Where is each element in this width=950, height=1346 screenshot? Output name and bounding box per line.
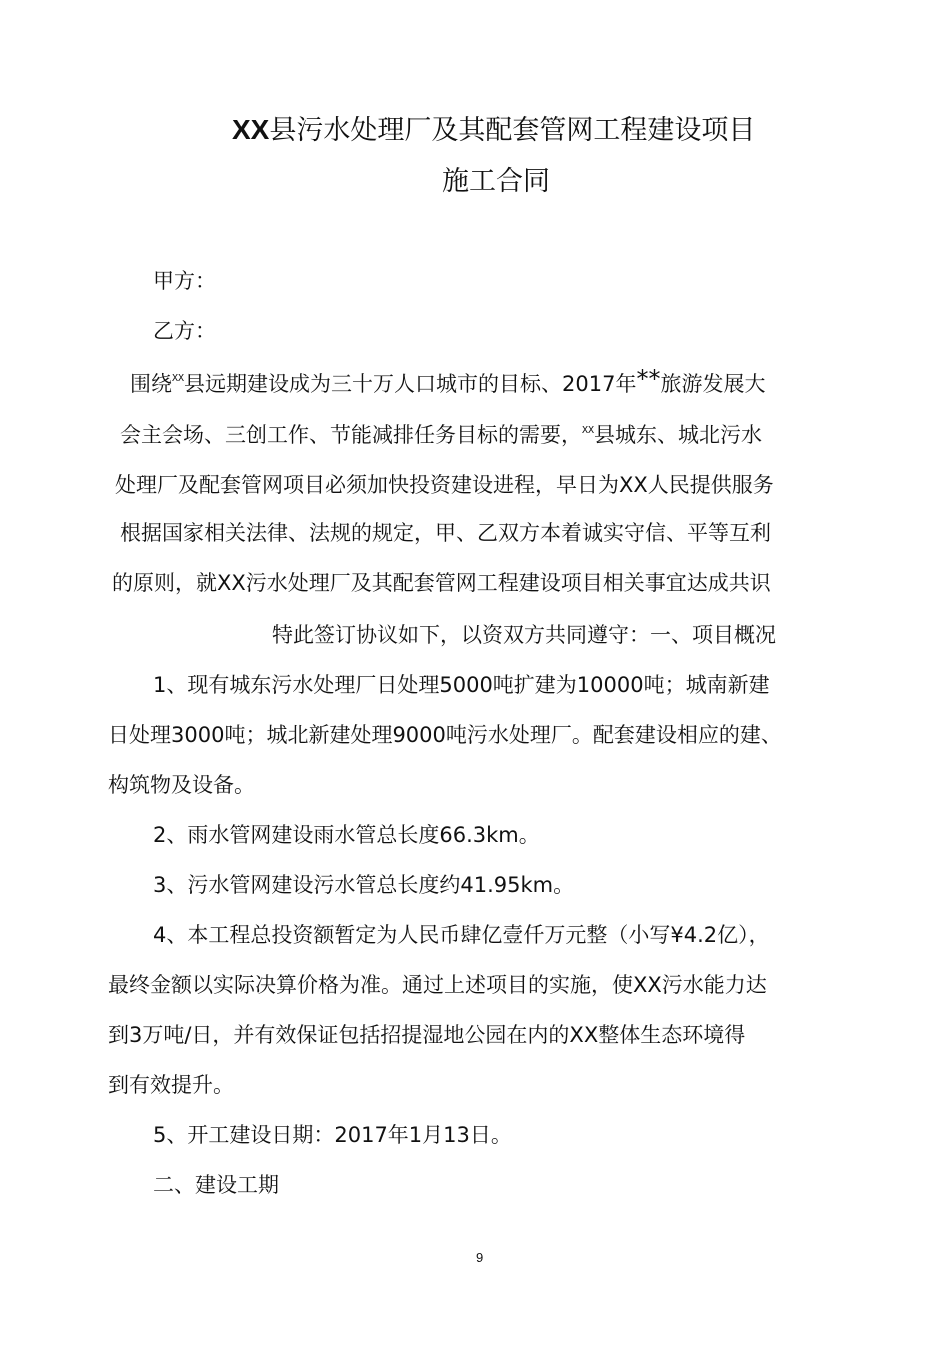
- intro-line-1: [130, 365, 766, 399]
- page-number: 9: [476, 1250, 484, 1265]
- intro-line-2-a: 会主会场、三创工作、节能减排任务目标的需要，: [120, 423, 582, 447]
- item-1-line-2: 日处理3000吨；城北新建处理9000吨污水处理厂。配套建设相应的建、: [108, 723, 782, 747]
- item-2: 2、雨水管网建设雨水管总长度66.3km。: [153, 823, 540, 847]
- title-line-1-text: 县污水处理厂及其配套管网工程建设项目: [269, 115, 756, 146]
- intro-line-2-b: 县城东、城北污水: [594, 423, 763, 447]
- intro-line-1-b: 县远期建设成为三十万人口城市的目标、2017年: [184, 372, 637, 396]
- intro-line-2-sup: XX: [582, 425, 595, 436]
- item-5: 5、开工建设日期：2017年1月13日。: [153, 1123, 512, 1147]
- intro-line-1-sup: XX: [172, 373, 185, 384]
- title-xx: XX: [232, 114, 270, 145]
- item-1-line-3: 构筑物及设备。: [108, 773, 255, 797]
- intro-line-1-stars: **: [636, 365, 661, 393]
- item-3: 3、污水管网建设污水管总长度约41.95km。: [153, 873, 575, 897]
- intro-line-1-c: 旅游发展大: [660, 372, 766, 396]
- item-1-line-1: 1、现有城东污水处理厂日处理5000吨扩建为10000吨；城南新建: [153, 673, 770, 697]
- party-b-label: 乙方：: [153, 319, 216, 343]
- party-a-label: 甲方：: [153, 269, 216, 293]
- title-line-1: [232, 110, 755, 151]
- item-4-line-2: 最终金额以实际决算价格为准。通过上述项目的实施，使XX污水能力达: [108, 973, 767, 997]
- intro-line-1-a: 围绕: [130, 372, 172, 396]
- title-line-2: 施工合同: [442, 166, 550, 197]
- intro-line-3: 处理厂及配套管网项目必须加快投资建设进程，早日为XX人民提供服务: [115, 473, 774, 497]
- item-4-line-1: 4、本工程总投资额暂定为人民币肆亿壹仟万元整（小写¥4.2亿），: [153, 923, 770, 947]
- item-4-line-4: 到有效提升。: [108, 1073, 234, 1097]
- intro-line-4: 根据国家相关法律、法规的规定，甲、乙双方本着诚实守信、平等互利: [120, 521, 771, 545]
- intro-line-2: [120, 420, 762, 450]
- item-4-line-3: 到3万吨/日，并有效保证包括招提湿地公园在内的XX整体生态环境得: [108, 1023, 746, 1047]
- section-2-heading: 二、建设工期: [153, 1173, 279, 1197]
- intro-line-6: 特此签订协议如下，以资双方共同遵守：一、项目概况: [272, 623, 776, 647]
- intro-line-5: 的原则，就XX污水处理厂及其配套管网工程建设项目相关事宜达成共识: [112, 571, 771, 595]
